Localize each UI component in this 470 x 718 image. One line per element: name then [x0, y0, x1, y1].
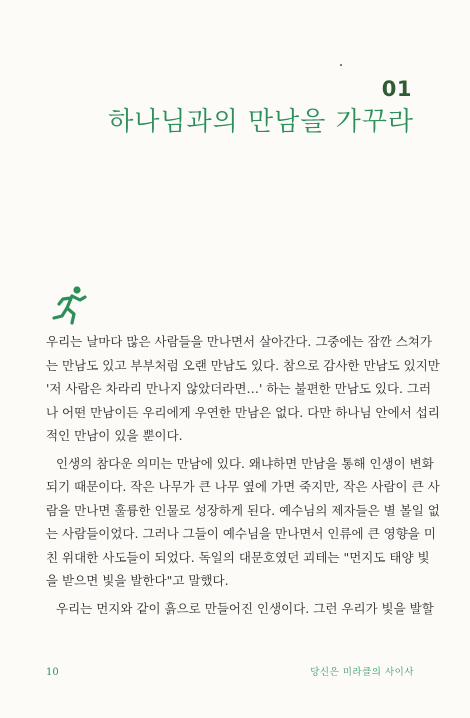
text-line: 우리는 먼지와 같이 흙으로 만들어진 인생이다. 그런 우리가 빛을 발할 [56, 600, 434, 616]
paragraph-3 [46, 597, 434, 621]
text-line: 적인 만남이 있을 뿐이다. [46, 428, 183, 443]
text-line: '저 사람은 차라리 만나지 않았더라면…' 하는 불편한 만남도 있다. 그러 [46, 381, 432, 396]
body-text [46, 330, 440, 620]
text-line: 을 받으면 빛을 발한다"고 말했다. [46, 573, 229, 588]
text-line: 람을 만나면 훌륭한 인물로 성장하게 된다. 예수님의 제자들은 별 볼일 없 [46, 502, 440, 518]
page-number: 10 [46, 667, 59, 678]
running-person-icon [50, 285, 90, 327]
chapter-title: 하나님과의 만남을 가꾸라 [108, 107, 414, 137]
text-line: 되기 때문이다. 작은 나무가 큰 나무 옆에 가면 죽지만, 작은 사람이 큰 사 [46, 479, 440, 494]
chapter-number: 01 [381, 77, 412, 101]
text-line: 우리는 날마다 많은 사람들을 만나면서 살아간다. 그중에는 잠깐 스쳐가 [46, 334, 432, 349]
paragraph-2 [46, 452, 440, 593]
text-line: 는 사람들이었다. 그러나 그들이 예수님을 만나면서 인류에 큰 영향을 미 [46, 526, 436, 541]
paragraph-1 [46, 330, 440, 448]
text-line: 인생의 참다운 의미는 만남에 있다. 왜냐하면 만남을 통해 인생이 변화 [56, 455, 434, 471]
text-line: 는 만남도 있고 부부처럼 오랜 만남도 있다. 참으로 감사한 만남도 있지만 [46, 357, 440, 373]
print-speck [340, 64, 342, 66]
running-footer-title: 당신은 미라클의 사이사 [310, 667, 414, 678]
text-line: 친 위대한 사도들이 되었다. 독일의 대문호였던 괴테는 "먼지도 태양 빛 [46, 549, 430, 565]
text-line: 나 어떤 만남이든 우리에게 우연한 만남은 없다. 다만 하나님 안에서 섭리 [46, 404, 440, 420]
